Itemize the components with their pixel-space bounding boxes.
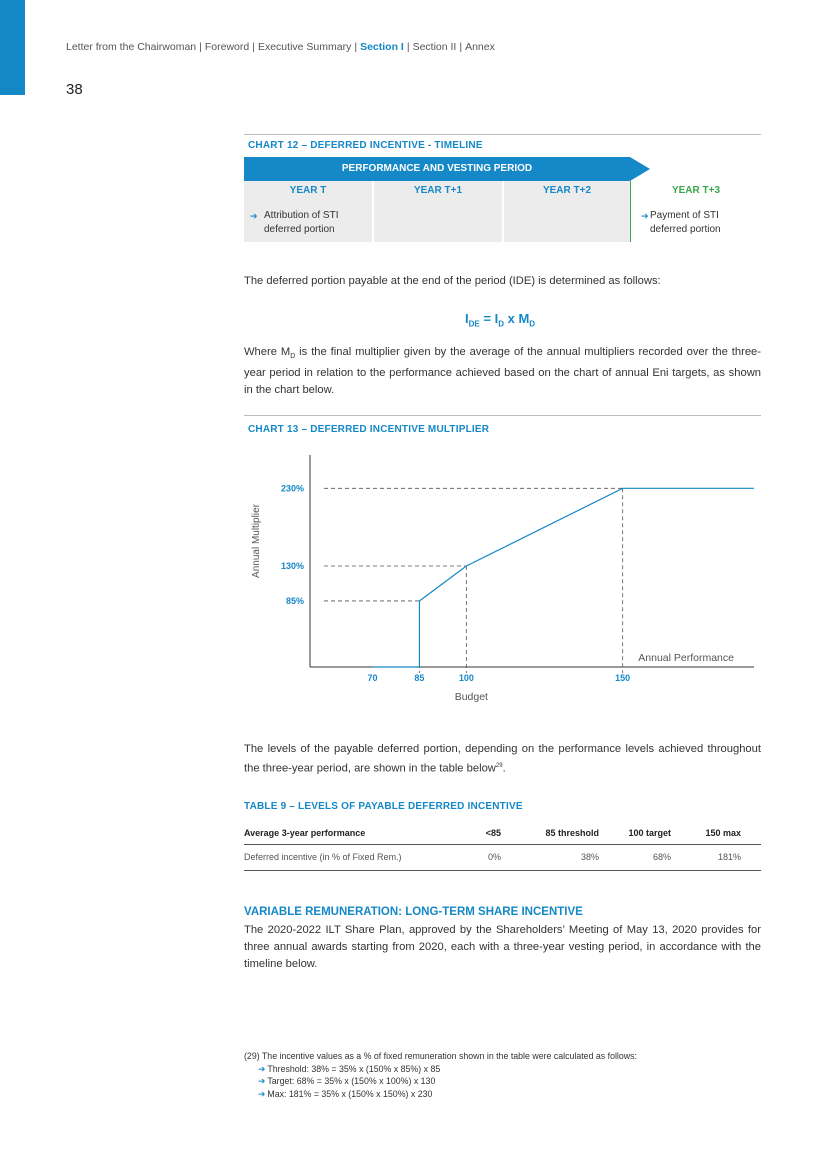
y-axis-label: Annual Multiplier: [251, 504, 262, 578]
timeline-col-head: YEAR T+1: [413, 185, 463, 196]
multiplier-series-line: [373, 488, 754, 667]
footnote-item: [244, 1063, 637, 1076]
table-header: <85: [458, 822, 513, 844]
y-tick-label: 230%: [280, 483, 304, 494]
footnote-ref[interactable]: 29: [495, 763, 503, 769]
text-run: is the final multiplier given by the average of the annual multipliers recorded over the three-year period in relation to the performance achieved based on the chart of annual Eni targets, as shown in the chart below.: [244, 346, 761, 397]
nav-link-letter[interactable]: Letter from the Chairwoman: [66, 41, 197, 53]
table-header-row: [244, 822, 761, 844]
footnote-29: [244, 1050, 637, 1100]
timeline-col-text: [264, 209, 338, 237]
table-header: 85 threshold: [513, 822, 599, 844]
lti-heading: VARIABLE REMUNERATION: LONG-TERM SHARE INCENTIVE: [244, 906, 583, 918]
formula-part: I: [494, 311, 499, 326]
footnote-item-text: Threshold: 38% = 35% x (150% x 85%) x 85: [267, 1063, 441, 1074]
chart12-title: CHART 12 – DEFERRED INCENTIVE - TIMELINE: [248, 140, 483, 151]
table-cell: 181%: [671, 844, 761, 870]
y-tick-label: 85%: [285, 595, 304, 606]
paragraph-multiplier: [244, 344, 761, 399]
chart13-top-rule: [244, 415, 761, 416]
y-tick-label: 130%: [280, 561, 304, 571]
timeline-arrow-head: [630, 157, 650, 181]
formula-ide: [465, 311, 535, 329]
arrow-right-icon: ➔: [641, 211, 649, 221]
nav-link-foreword[interactable]: Foreword: [204, 41, 250, 53]
timeline-col-year-t2: [504, 181, 630, 242]
breadcrumb-nav: [66, 41, 495, 53]
table-header: 100 target: [599, 822, 671, 844]
nav-separator: |: [252, 41, 255, 53]
table-cell: 38%: [513, 844, 599, 870]
timeline-col-year-t3: [631, 181, 761, 242]
table-row: [244, 844, 761, 870]
x-tick-label: 150: [615, 673, 631, 683]
formula-part: =: [479, 311, 495, 326]
text-run: D: [290, 353, 296, 361]
formula-part: I: [465, 311, 469, 326]
footnote-intro: (29) The incentive values as a % of fixed remuneration shown in the table were calculated as follows:: [244, 1051, 637, 1061]
x-axis-label: Annual Performance: [638, 652, 734, 664]
timeline-text-line: Payment of STI: [650, 210, 719, 221]
timeline-band: PERFORMANCE AND VESTING PERIOD: [244, 157, 630, 181]
formula-part: x: [503, 311, 519, 326]
nav-separator: |: [354, 41, 358, 53]
nav-separator: |: [199, 41, 202, 53]
table-cell: 0%: [458, 844, 513, 870]
timeline-col-text: [650, 209, 721, 237]
arrow-right-icon: ➔: [258, 1088, 266, 1099]
formula-part: D: [498, 319, 504, 329]
table-cell: 68%: [599, 844, 671, 870]
timeline-text-line: Attribution of STI: [264, 210, 339, 221]
footnote-item: [244, 1088, 637, 1101]
timeline-col-year-t: [244, 181, 372, 242]
nav-link-executive-summary[interactable]: Executive Summary: [257, 41, 352, 53]
timeline-col-head: YEAR T+3: [671, 185, 721, 196]
footnote-item-text: Target: 68% = 35% x (150% x 100%) x 130: [267, 1076, 436, 1086]
deferred-incentive-table: [244, 822, 761, 871]
table-header: 150 max: [671, 822, 761, 844]
arrow-right-icon: ➔: [258, 1063, 266, 1074]
nav-link-section-1[interactable]: Section I: [360, 41, 404, 53]
paragraph-levels: [244, 741, 761, 778]
x-budget-label: Budget: [454, 691, 488, 703]
paragraph-ide: The deferred portion payable at the end of the period (IDE) is determined as follows:: [244, 275, 661, 287]
footnote-item: [244, 1075, 637, 1088]
timeline-col-head: YEAR T: [289, 185, 327, 196]
section-color-tab: [0, 0, 25, 95]
text-run: The levels of the payable deferred portion, depending on the performance levels achieved throughout the three-year period, are shown in the table below: [244, 743, 761, 775]
table-header: Average 3-year performance: [244, 822, 458, 844]
text-run: Where M: [244, 346, 291, 358]
x-tick-label: 85: [414, 673, 425, 683]
x-tick-label: 100: [458, 673, 474, 683]
footnote-item-text: Max: 181% = 35% x (150% x 150%) x 230: [267, 1088, 433, 1099]
nav-separator: |: [459, 41, 463, 53]
timeline-text-line: deferred portion: [650, 224, 721, 235]
arrow-right-icon: ➔: [258, 1076, 266, 1086]
table-cell: Deferred incentive (in % of Fixed Rem.): [244, 844, 458, 870]
text-run: .: [502, 762, 506, 775]
formula-part: M: [518, 311, 530, 326]
formula-part: DE: [468, 319, 480, 329]
timeline-col-year-t1: [374, 181, 502, 242]
multiplier-chart: [244, 445, 764, 710]
timeline-green-divider: [630, 181, 631, 242]
x-tick-label: 70: [367, 673, 378, 683]
page-number: 38: [66, 81, 83, 98]
nav-separator: |: [406, 41, 410, 53]
nav-link-section-2[interactable]: Section II: [412, 41, 457, 53]
chart13-title: CHART 13 – DEFERRED INCENTIVE MULTIPLIER: [248, 424, 490, 435]
nav-link-annex[interactable]: Annex: [465, 41, 495, 53]
timeline-col-head: YEAR T+2: [542, 185, 592, 196]
lti-paragraph: The 2020-2022 ILT Share Plan, approved by the Shareholders’ Meeting of May 13, 2020 provides for three annual awards starting from 2020, each with a three-year vesting period, in accordance with the timeline below.: [244, 924, 761, 970]
timeline-text-line: deferred portion: [264, 224, 335, 235]
table9-title: TABLE 9 – LEVELS OF PAYABLE DEFERRED INCENTIVE: [244, 801, 523, 812]
arrow-right-icon: ➔: [250, 211, 258, 221]
formula-part: D: [529, 319, 536, 329]
chart12-top-rule: [244, 134, 761, 135]
